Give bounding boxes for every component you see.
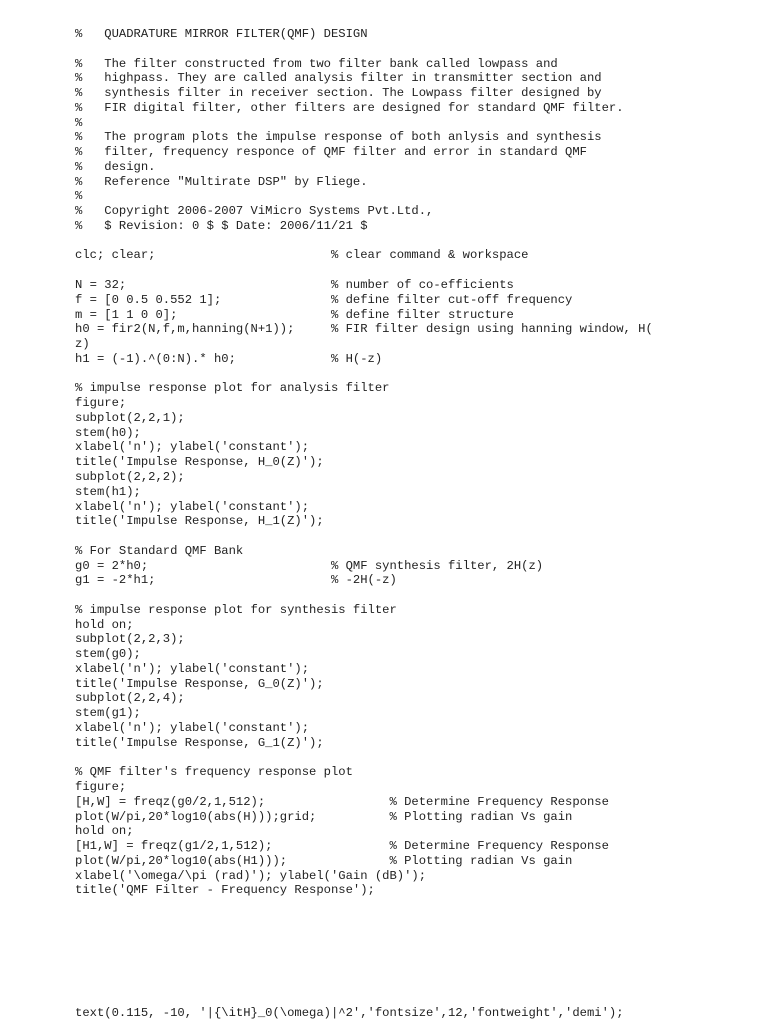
code-line: hold on; — [75, 617, 134, 632]
code-line — [75, 42, 653, 57]
code-line: stem(g1); — [75, 706, 141, 721]
code-line: [H,W] = freqz(g0/2,1,512); % Determine Frequency Response — [75, 794, 609, 809]
code-line: % impulse response plot for synthesis filter — [75, 602, 397, 617]
code-line: xlabel('n'); ylabel('constant'); — [75, 720, 310, 735]
code-line: figure; — [75, 396, 127, 411]
code-line: stem(h0); — [75, 425, 141, 440]
code-line: xlabel('\omega/\pi (rad)'); ylabel('Gain (dB)'); — [75, 868, 427, 883]
code-line: h0 = fir2(N,f,m,hanning(N+1)); % FIR filter design using hanning window, H( — [75, 322, 653, 337]
code-line: g1 = -2*h1; % -2H(-z) — [75, 573, 397, 588]
code-line: [H1,W] = freqz(g1/2,1,512); % Determine Frequency Response — [75, 839, 609, 854]
code-line: clc; clear; % clear command & workspace — [75, 248, 529, 263]
code-line — [75, 367, 653, 382]
code-line: title('Impulse Response, H_0(Z)'); — [75, 455, 324, 470]
code-listing — [75, 27, 653, 898]
code-line — [75, 588, 653, 603]
code-line: % For Standard QMF Bank — [75, 543, 244, 558]
code-line: % filter, frequency responce of QMF filter and error in standard QMF — [75, 145, 587, 160]
code-line: figure; — [75, 780, 127, 795]
code-line: % synthesis filter in receiver section. The Lowpass filter designed by — [75, 86, 602, 101]
code-line: % design. — [75, 159, 156, 174]
code-line: g0 = 2*h0; % QMF synthesis filter, 2H(z) — [75, 558, 544, 573]
code-line: % $ Revision: 0 $ $ Date: 2006/11/21 $ — [75, 218, 368, 233]
code-line: hold on; — [75, 824, 134, 839]
code-line: % QMF filter's frequency response plot — [75, 765, 353, 780]
code-line: h1 = (-1).^(0:N).* h0; % H(-z) — [75, 351, 383, 366]
code-line: z) — [75, 337, 90, 352]
code-line: % QUADRATURE MIRROR FILTER(QMF) DESIGN — [75, 27, 368, 41]
code-line: title('Impulse Response, H_1(Z)'); — [75, 514, 324, 529]
code-line: % highpass. They are called analysis filter in transmitter section and — [75, 71, 602, 86]
code-line: plot(W/pi,20*log10(abs(H1))); % Plotting radian Vs gain — [75, 853, 573, 868]
code-line — [75, 263, 653, 278]
code-line: xlabel('n'); ylabel('constant'); — [75, 661, 310, 676]
code-line — [75, 529, 653, 544]
code-line: % The filter constructed from two filter bank called lowpass and — [75, 56, 558, 71]
code-line: subplot(2,2,4); — [75, 691, 185, 706]
code-line: % — [75, 115, 83, 130]
code-line-tail: text(0.115, -10, '|{\itH}_0(\omega)|^2','fontsize',12,'fontweight','demi'); — [75, 1006, 624, 1020]
code-line: f = [0 0.5 0.552 1]; % define filter cut-off frequency — [75, 292, 573, 307]
code-line: % Copyright 2006-2007 ViMicro Systems Pvt.Ltd., — [75, 204, 434, 219]
code-line — [75, 234, 653, 249]
code-line: % The program plots the impulse response of both anlysis and synthesis — [75, 130, 602, 145]
code-line: subplot(2,2,2); — [75, 469, 185, 484]
code-line: % FIR digital filter, other filters are designed for standard QMF filter. — [75, 100, 624, 115]
code-line: N = 32; % number of co-efficients — [75, 278, 514, 293]
code-line: stem(g0); — [75, 647, 141, 662]
code-line: subplot(2,2,3); — [75, 632, 185, 647]
code-line: xlabel('n'); ylabel('constant'); — [75, 499, 310, 514]
code-line: % — [75, 189, 83, 204]
code-line: title('Impulse Response, G_0(Z)'); — [75, 676, 324, 691]
code-line: title('Impulse Response, G_1(Z)'); — [75, 735, 324, 750]
code-line — [75, 751, 653, 766]
code-line: subplot(2,2,1); — [75, 410, 185, 425]
code-line: m = [1 1 0 0]; % define filter structure — [75, 307, 514, 322]
code-line: title('QMF Filter - Frequency Response'); — [75, 883, 375, 898]
code-line: xlabel('n'); ylabel('constant'); — [75, 440, 310, 455]
code-line: % Reference "Multirate DSP" by Fliege. — [75, 174, 368, 189]
code-line: plot(W/pi,20*log10(abs(H)));grid; % Plotting radian Vs gain — [75, 809, 573, 824]
code-line: % impulse response plot for analysis filter — [75, 381, 390, 396]
code-line: stem(h1); — [75, 484, 141, 499]
